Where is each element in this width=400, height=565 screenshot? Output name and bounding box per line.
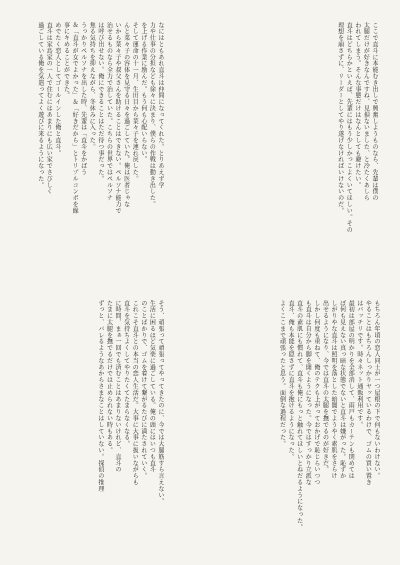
text-block-lower-left: そう、頑張って頑張ってやってきたのに、今では大腿筋すら言えない。 生活に困るほど気楽に過ごしている。俺の頭にはいつも直斗 のことばかりで、ゴムを着けて繋がるたびに満たされていく。 これこそ直斗との本当の恋人生活だ。大事に大事に扱いながらも 直斗を気持ちよくしてやりたくてたまらなくなる。 に時間、まぁ一回でも済むことはあまりないけれど、直斗の たまに太腿を撫でるだけでは止められない時もある。 ずっと、バレるようなあからさまなことはしていない。探偵の推理 [96,300,164,505]
text-block-upper-left: なにはともあれ直斗は仲間になってくれた。とりあえず学 力や仕事の分担なども徐々に決まり、僕らの作戦は動き出した。 を上げる作業に励んだ。もう何も心配いらない。 そして運命の十一月、生田目から菜々子を連れ戻した。 んと菜々子の容体を見守る日々を過ごしていた。俺は医者じゃな いから菜々子や叔父さんを助けることはできない。ペルソナ能力で 治せるものなら全力で治していた。こちらの世界ではペルソナ は呼び出せない。俺にできることはただ待つ事だった。 焦る気持ちを抑えながら、冬休みに入った。 うっかりペルソナを出した時、先輩は「直斗をかばう ＆「直斗が女でよかった」＆「好きだから」とトリプルコンボを繰 事にキめることができた。 めでたく恋人としてゴールインした俺と直斗。 直斗は家島家の一人で住むにはあまりにも広い家でさびしく 過ごしている俺を気遣ってよく遊びに来るようになった。 [36,22,164,214]
text-block-lower-right: もちろん年頃の恋人同士が一つ屋根の下で何もないわけない。 やることはもちろんしっかりヤッているわけで、ゴムの買い置き はバッチリです。時々ネット通販利用です。 最初は部屋の明かりを全部消して、雨戸もカーテンも閉めては ぼ何も見えない真っ暗な状態でないと直斗は嫌がった。恥ずか しがりやな直斗は照明を落とした暗闇でようやく素肌をさらけ 出せるようになり、今では直斗の太腿を撫でるのが好きだ。 しかし何度も重ねて、俺のテクも上がっておかげで恥じらいつつ も直斗は自分から脚を開くようになった。今ではすっかり立派な 直斗の素肌にも慣れて、直斗も俺にもっと触れてほしいとねだるようになった。 直斗、俺も本能を隠さずに直斗を抱けるようになった。 よくここまで頑張ったと思う。面倒な過程だった。 [278,300,380,531]
text-block-upper-right: ここで直斗に本能むき出しで興奮しようものなら、先輩は僕の 太腿だけが好きなんですね、見損ないました、と冷たくあしら われてしまう。そんな事態だけはなんとしても避けたい。 直斗はどちらかといえば、先輩にはもう少しかっこよくいてほしい。その 理想を崩さずに、リーダーとしてやり遂げなければいけないのだ。 [336,22,378,234]
